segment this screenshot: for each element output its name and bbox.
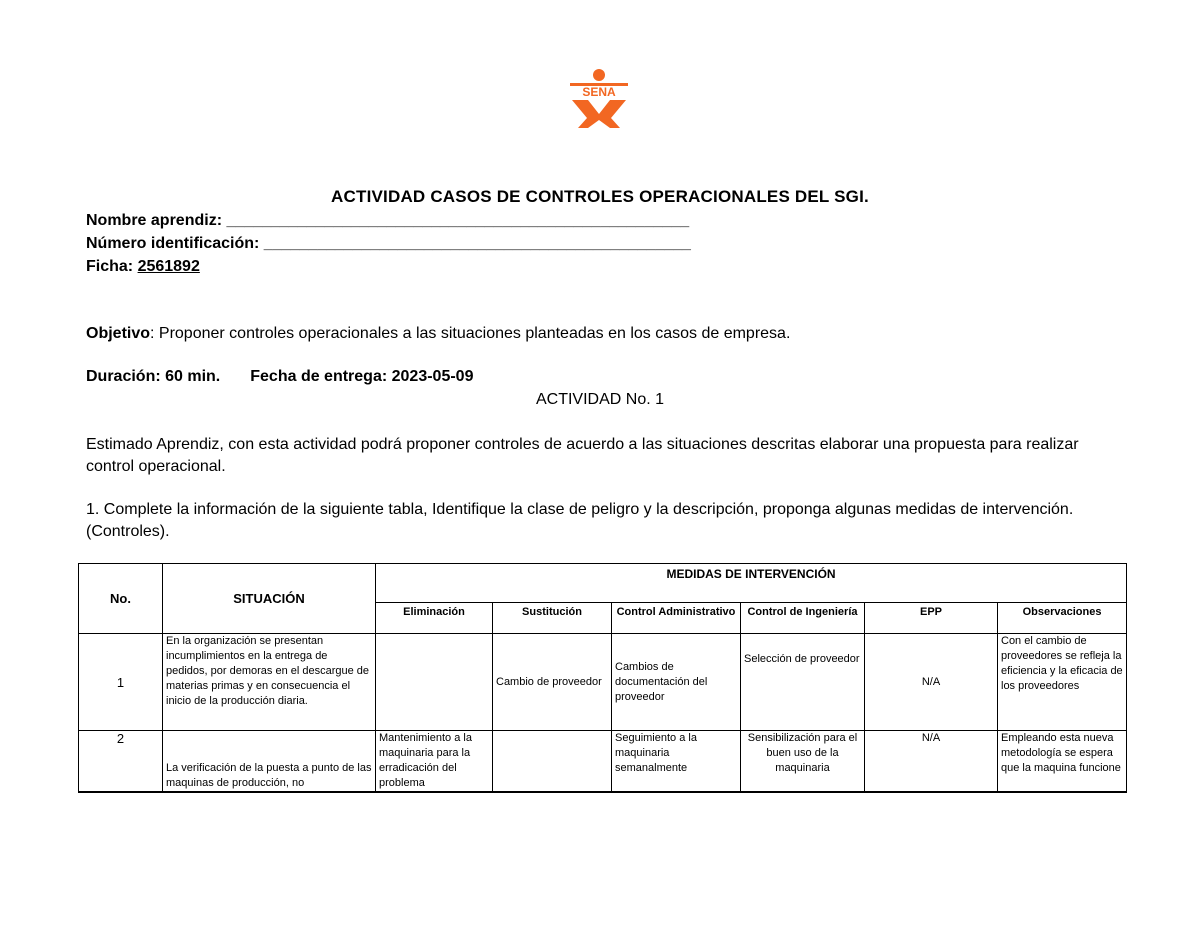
epp-cell: N/A <box>865 634 998 731</box>
header-situacion: SITUACIÓN <box>163 564 376 634</box>
objetivo-text: : Proponer controles operacionales a las situaciones planteadas en los casos de empresa. <box>150 325 791 342</box>
epp-cell: N/A <box>865 731 998 793</box>
nombre-line: ____________________________________________________ <box>226 212 690 229</box>
nombre-label: Nombre aprendiz: <box>86 212 227 229</box>
header-medidas: MEDIDAS DE INTERVENCIÓN <box>376 564 1127 603</box>
eliminacion-cell: Mantenimiento a la maquinaria para la erradicación del problema <box>376 731 493 793</box>
intro-paragraph: Estimado Aprendiz, con esta actividad podrá proponer controles de acuerdo a las situaciones descritas elaborar una propuesta para realizar control operacional. <box>86 436 1079 475</box>
numero-line: ________________________________________________ <box>263 235 691 252</box>
ficha-field <box>86 258 200 276</box>
duracion-label: Duración: 60 min. <box>86 368 221 385</box>
numero-label: Número identificación: <box>86 235 264 252</box>
header-control-administrativo: Control Administrativo <box>612 603 741 634</box>
ingenieria-cell: Sensibilización para el buen uso de la maquinaria <box>741 731 865 793</box>
situacion-cell: En la organización se presentan incumplimientos en la entrega de pedidos, por demoras en el descargue de materias primas y en consecuencia el inicio de la producción diaria. <box>163 634 376 731</box>
observaciones-cell: Empleando esta nueva metodología se espera que la maquina funcione <box>998 731 1127 793</box>
header-eliminacion: Eliminación <box>376 603 493 634</box>
table-row <box>79 731 1127 793</box>
objetivo-label: Objetivo <box>86 325 151 342</box>
row-number: 1 <box>79 634 163 731</box>
header-epp: EPP <box>865 603 998 634</box>
instruction-paragraph: 1. Complete la información de la siguiente tabla, Identifique la clase de peligro y la descripción, proponga algunas medidas de intervención. (Controles). <box>86 501 1074 540</box>
eliminacion-cell <box>376 634 493 731</box>
numero-identificacion-field <box>86 235 691 253</box>
header-sustitucion: Sustitución <box>493 603 612 634</box>
sustitucion-cell <box>493 731 612 793</box>
administrativo-cell: Cambios de documentación del proveedor <box>612 634 741 731</box>
ingenieria-cell: Selección de proveedor <box>741 634 865 731</box>
header-control-ingenieria: Control de Ingeniería <box>741 603 865 634</box>
fecha-entrega: Fecha de entrega: 2023-05-09 <box>250 368 474 385</box>
actividad-heading: ACTIVIDAD No. 1 <box>535 391 665 408</box>
logo-text: SENA <box>582 85 616 99</box>
table-row <box>79 634 1127 731</box>
situacion-cell: La verificación de la puesta a punto de las maquinas de producción, no <box>163 731 376 793</box>
ficha-value: 2561892 <box>137 258 200 275</box>
header-no: No. <box>79 564 163 634</box>
sustitucion-cell: Cambio de proveedor <box>493 634 612 731</box>
sena-logo <box>566 68 632 130</box>
page-title: ACTIVIDAD CASOS DE CONTROLES OPERACIONALES DEL SGI. <box>331 187 869 206</box>
observaciones-cell: Con el cambio de proveedores se refleja la eficiencia y la eficacia de los proveedores <box>998 634 1127 731</box>
objetivo-paragraph <box>86 325 790 343</box>
nombre-aprendiz-field <box>86 212 689 230</box>
ficha-label: Ficha: <box>86 258 138 275</box>
duracion-line <box>86 368 473 386</box>
row-number: 2 <box>79 731 163 793</box>
controles-table <box>78 563 1127 793</box>
administrativo-cell: Seguimiento a la maquinaria semanalmente <box>612 731 741 793</box>
header-observaciones: Observaciones <box>998 603 1127 634</box>
